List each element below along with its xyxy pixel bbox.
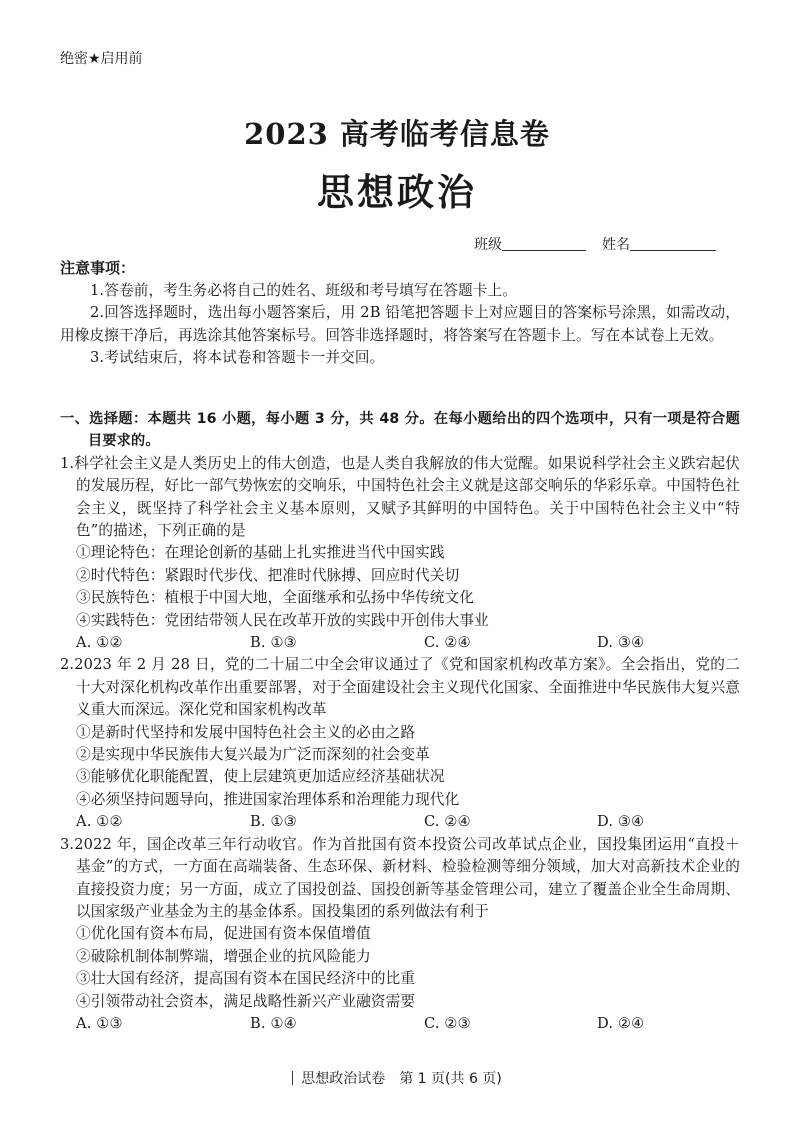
statement-option: ②时代特色：紧跟时代步伐、把准时代脉搏、回应时代关切 — [76, 566, 460, 584]
choice-a: A. ①② — [76, 813, 123, 831]
choice-d: D. ③④ — [597, 813, 645, 831]
class-label: 班级 — [474, 237, 502, 253]
note-item: 3.考试结束后，将本试卷和答题卡一并交回。 — [90, 349, 385, 367]
choice-a: A. ①② — [76, 634, 123, 652]
choice-c: C. ②③ — [424, 1014, 471, 1032]
statement-option: ②破除机制体制弊端，增强企业的抗风险能力 — [76, 947, 371, 965]
statement-option: ④实践特色：党团结带领人民在改革开放的实践中开创伟大事业 — [76, 611, 489, 629]
name-label: 姓名 — [602, 237, 630, 253]
class-blank — [502, 236, 586, 251]
question-1 — [60, 453, 740, 655]
questions-area — [60, 408, 740, 1035]
statement-option: ①优化国有资本布局，促进国有资本保值增值 — [76, 925, 371, 943]
note-item: 1.答卷前，考生务必将自己的姓名、班级和考号填写在答题卡上。 — [90, 282, 518, 299]
choice-c: C. ②④ — [424, 634, 471, 652]
statement-option: ③能够优化职能配置，使上层建筑更加适应经济基础状况 — [76, 768, 445, 786]
statement-option: ③壮大国有经济，提高国有资本在国民经济中的比重 — [76, 970, 416, 988]
choice-d: D. ③④ — [597, 634, 645, 652]
subject-title: 思想政治 — [317, 170, 477, 214]
choice-b: B. ①③ — [250, 813, 297, 831]
answer-choices — [60, 1013, 740, 1035]
choice-c: C. ②④ — [424, 813, 471, 831]
question-2 — [60, 654, 740, 833]
statement-option: ④引领带动社会资本，满足战略性新兴产业融资需要 — [76, 992, 416, 1010]
question-stem: 2.2023 年 2 月 28 日，党的二十届二中全会审议通过了《党和国家机构改革方案》。全会指出，党的二十大对深化机构改革作出重要部署，对于全面建设社会主义现代化国家、全面推进中华民族伟大复兴意义重大而深远。深化党和国家机构改革 — [60, 656, 740, 719]
page-footer — [0, 1068, 794, 1088]
question-stem: 3.2022 年，国企改革三年行动收官。作为首批国有资本投资公司改革试点企业，国投集团运用“直投＋基金”的方式，一方面在高端装备、生态环保、新材料、检验检测等细分领域，加大对高新技术企业的直接投资力度；另一方面，成立了国投创益、国投创新等基金管理公司，建立了覆盖企业全生命周期、以国家级产业基金为主的基金体系。国投集团的系列做法有利于 — [60, 835, 740, 920]
choice-b: B. ①④ — [250, 1014, 297, 1032]
notes-list — [60, 280, 740, 370]
answer-choices — [60, 811, 740, 833]
name-blank — [630, 236, 716, 251]
student-info-fields — [474, 234, 716, 254]
footer-divider — [292, 1071, 293, 1085]
choice-b: B. ①③ — [250, 634, 297, 652]
statement-option: ①是新时代坚持和发展中国特色社会主义的必由之路 — [76, 723, 416, 741]
statement-option: ③民族特色：植根于中国大地，全面继承和弘扬中华传统文化 — [76, 589, 475, 607]
statement-option: ①理论特色：在理论创新的基础上扎实推进当代中国实践 — [76, 544, 445, 562]
note-item: 2.回答选择题时，选出每小题答案后，用 2B 铅笔把答题卡上对应题目的答案标号涂黑，如需改动，用橡皮擦干净后，再选涂其他答案标号。回答非选择题时，将答案写在答题卡上。写在本试卷上无效。 — [60, 304, 740, 344]
notes-heading: 注意事项： — [60, 259, 136, 277]
answer-choices — [60, 632, 740, 654]
footer-text: 思想政治试卷 第 1 页(共 6 页) — [301, 1071, 502, 1087]
choice-a: A. ①③ — [76, 1014, 123, 1032]
question-stem: 1.科学社会主义是人类历史上的伟大创造，也是人类自我解放的伟大觉醒。如果说科学社会主义跌宕起伏的发展历程，好比一部气势恢宏的交响乐，中国特色社会主义就是这部交响乐的华彩乐章。中国特色社会主义，既坚持了科学社会主义基本原则，又赋予其鲜明的中国特色。关于中国特色社会主义中“特色”的描述，下列正确的是 — [60, 454, 740, 540]
statement-option: ②是实现中华民族伟大复兴最为广泛而深刻的社会变革 — [76, 746, 430, 764]
choice-d: D. ②④ — [597, 1014, 645, 1032]
statement-option: ④必须坚持问题导向，推进国家治理体系和治理能力现代化 — [76, 790, 460, 808]
question-3 — [60, 834, 740, 1036]
section-heading: 一、选择题：本题共 16 小题，每小题 3 分，共 48 分。在每小题给出的四个选项中，只有一项是符合题目要求的。 — [60, 411, 740, 450]
confidential-mark: 绝密★启用前 — [60, 51, 143, 67]
exam-title: 2023 高考临考信息卷 — [244, 117, 550, 151]
